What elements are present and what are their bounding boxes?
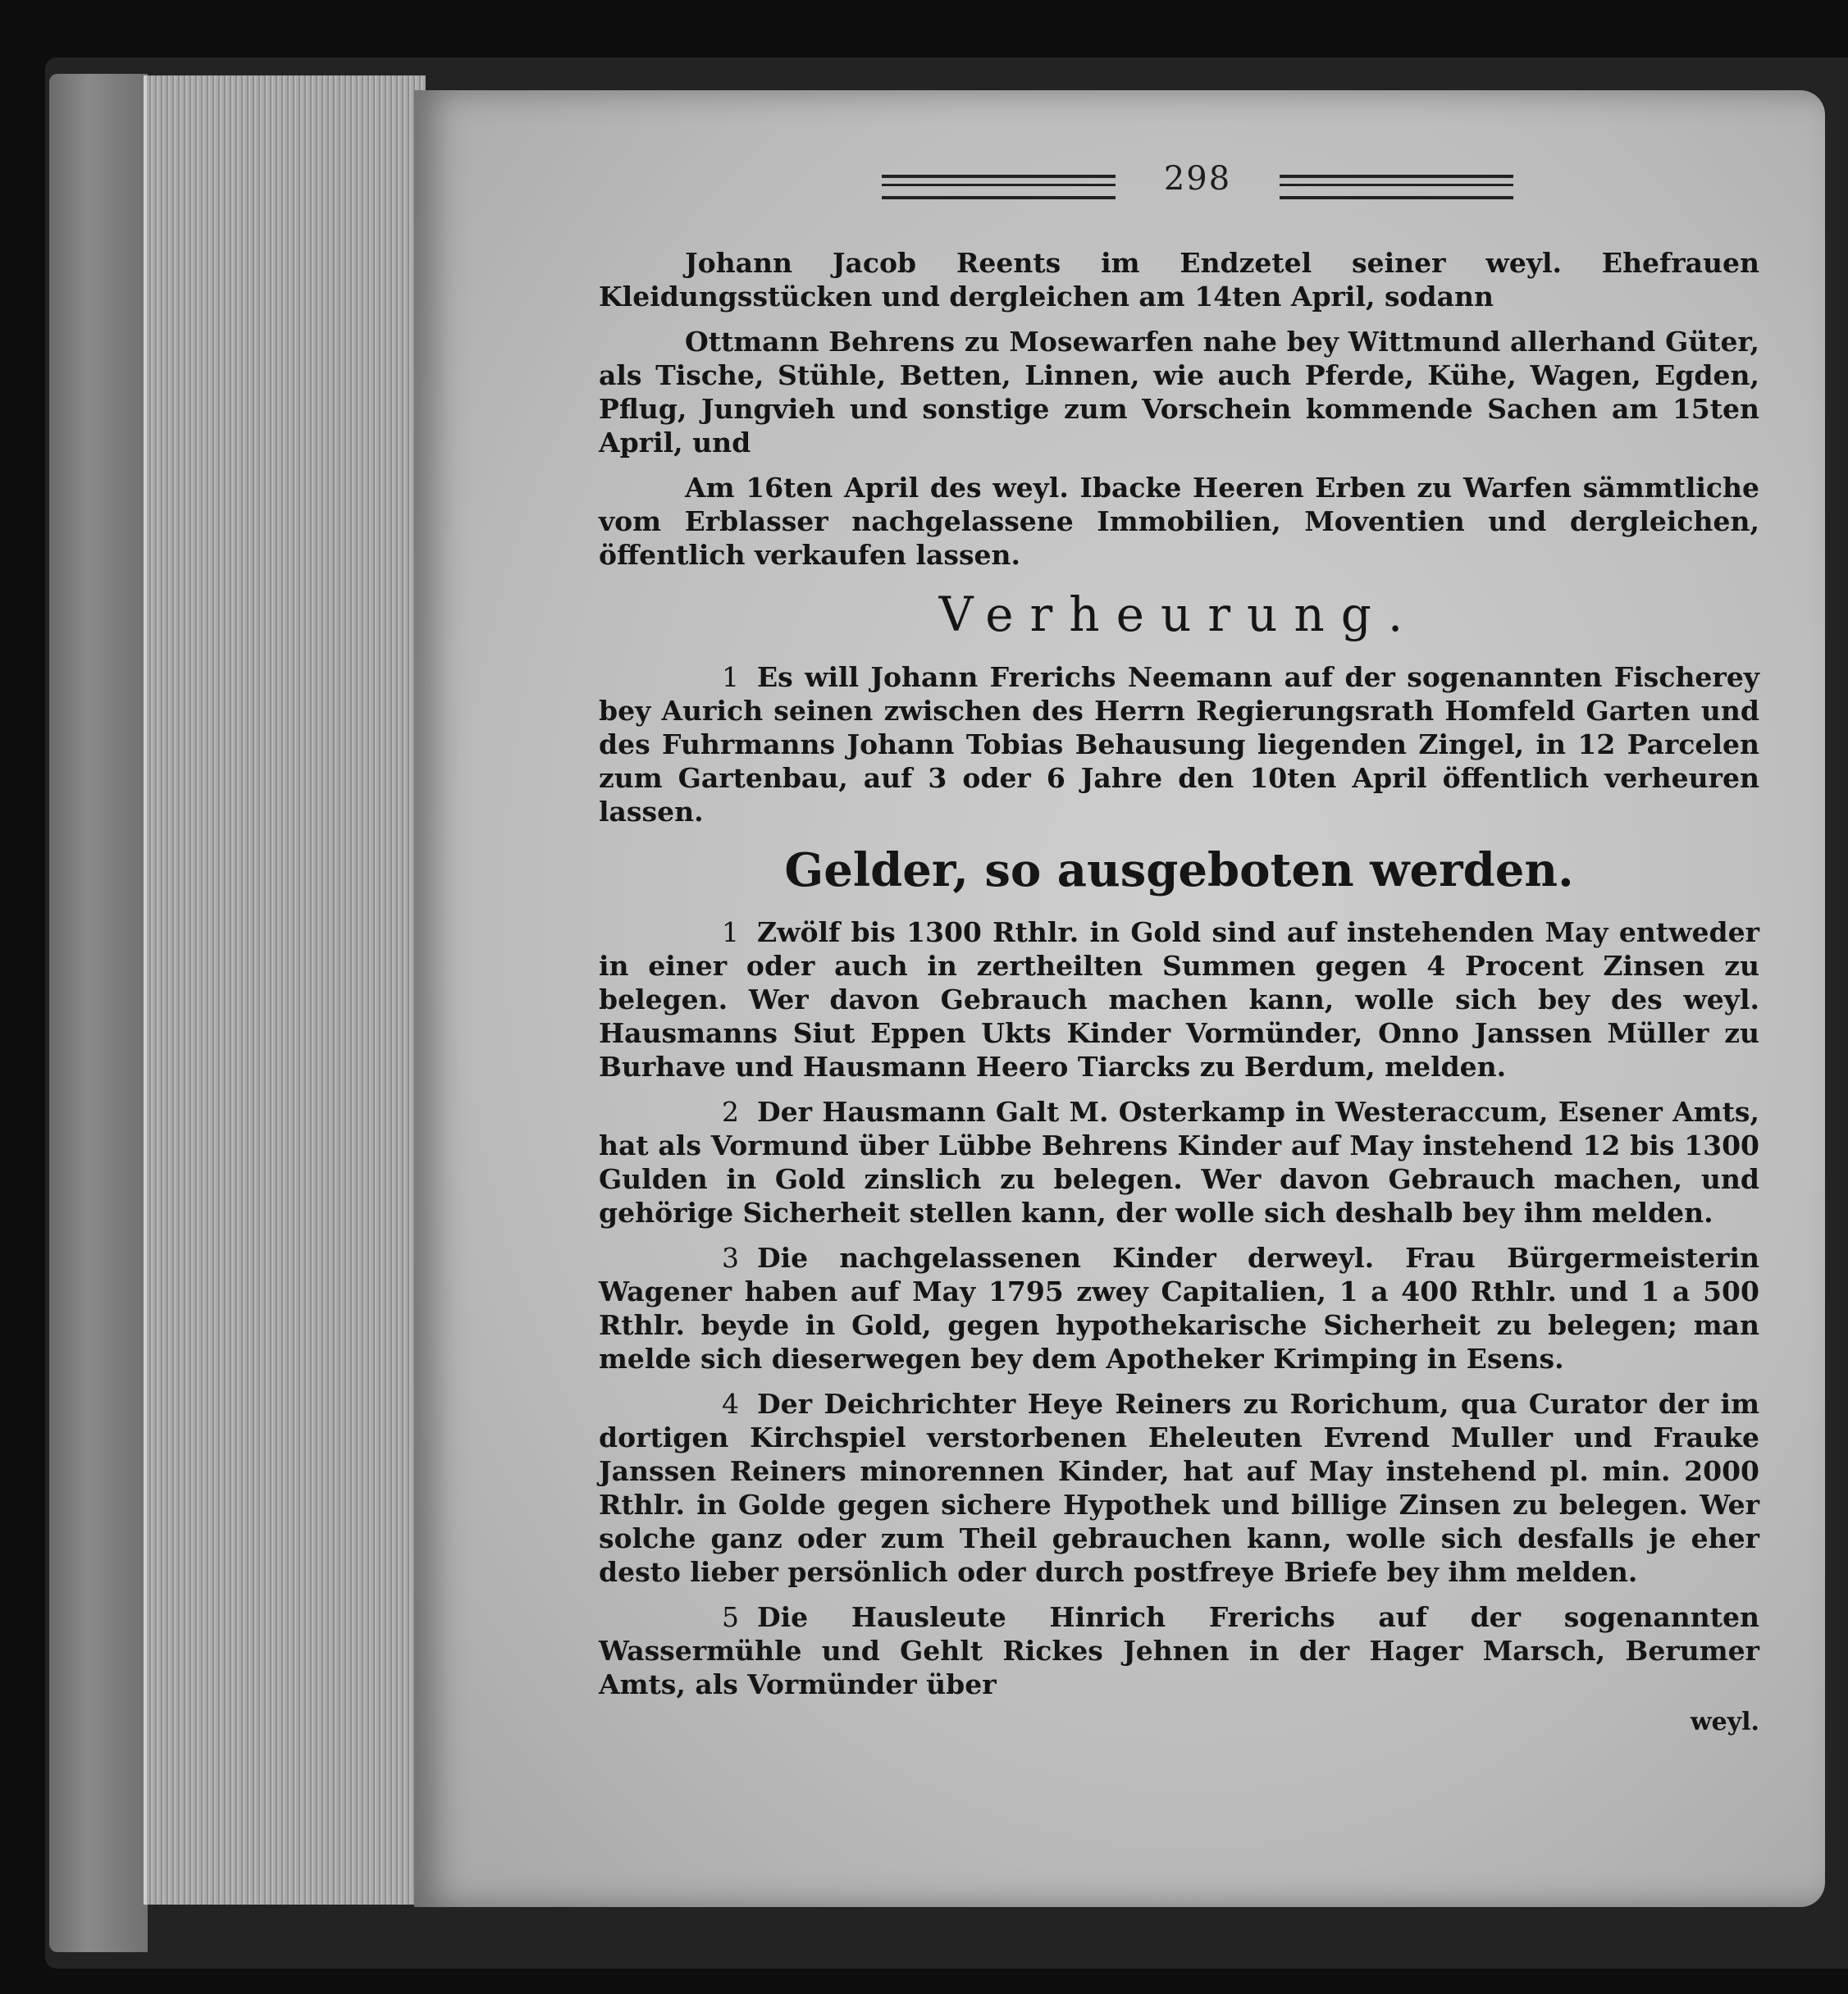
money-item-text: Der Deichrichter Heye Reiners zu Rorichum, qua Curator der im dortigen Kirchspiel verstorbenen Eheleuten Evrend Muller und Frauke Janssen Reiners minorennen Kinder, hat auf May instehend pl. min. 2000 Rthlr. in Golde gegen sichere Hypothek und billige Zinsen zu belegen. Wer solche ganz oder zum Theil gebrauchen kann, wolle sich desfalls je eher desto lieber persönlich oder durch postfreye Briefe bey ihm melden. <box>599 1388 1759 1588</box>
money-item <box>599 1387 1759 1589</box>
money-item-number: 4 <box>722 1388 739 1420</box>
money-item <box>599 915 1759 1084</box>
rent-item <box>599 660 1759 828</box>
money-item <box>599 1241 1759 1376</box>
page-number: 298 <box>1163 160 1232 198</box>
rent-item-number: 1 <box>722 661 739 693</box>
heading-gelder: Gelder, so ausgeboten werden. <box>784 843 1574 897</box>
paragraph-behrens: Ottmann Behrens zu Mosewarfen nahe bey Wittmund allerhand Güter, als Tische, Stühle, Betten, Linnen, wie auch Pferde, Kühe, Wagen, Egden, Pflug, Jungvieh und sonstige zum Vorschein kommende Sachen am 15ten April, und <box>599 326 1759 459</box>
money-item-number: 3 <box>722 1242 739 1274</box>
paragraph-heeren: Am 16ten April des weyl. Ibacke Heeren Erben zu Warfen sämmtliche vom Erblasser nachgelassene Immobilien, Moventien und dergleichen, öffentlich verkaufen lassen. <box>599 472 1759 571</box>
cover-edge <box>49 74 148 1952</box>
page-body <box>599 246 1759 1736</box>
money-item <box>599 1600 1759 1701</box>
money-item-text: Zwölf bis 1300 Rthlr. in Gold sind auf instehenden May entweder in einer oder auch in zertheilten Summen gegen 4 Procent Zinsen zu belegen. Wer davon Gebrauch machen kann, wolle sich bey des weyl. Hausmanns Siut Eppen Ukts Kinder Vormünder, Onno Janssen Müller zu Burhave und Hausmann Heero Tiarcks zu Berdum, melden. <box>599 916 1759 1083</box>
rent-item-text: Es will Johann Frerichs Neemann auf der sogenannten Fischerey bey Aurich seinen zwischen des Herrn Regierungsrath Homfeld Garten und des Fuhrmanns Johann Tobias Behausung liegenden Zingel, in 12 Parcelen zum Gartenbau, auf 3 oder 6 Jahre den 10ten April öffentlich verheuren lassen. <box>599 661 1759 828</box>
money-item-text: Der Hausmann Galt M. Osterkamp in Westeraccum, Esener Amts, hat als Vormund über Lübbe Behrens Kinder auf May instehend 12 bis 1300 Gulden in Gold zinslich zu belegen. Wer davon Gebrauch machen, und gehörige Sicherheit stellen kann, der wolle sich deshalb bey ihm melden. <box>599 1096 1759 1229</box>
paragraph-reents: Johann Jacob Reents im Endzetel seiner weyl. Ehefrauen Kleidungsstücken und dergleichen am 14ten April, sodann <box>599 247 1759 313</box>
header-rule-right <box>1280 175 1513 199</box>
money-item-text: Die Hausleute Hinrich Frerichs auf der sogenannten Wassermühle und Gehlt Rickes Jehnen in der Hager Marsch, Berumer Amts, als Vormünder über <box>599 1601 1759 1700</box>
page-stack-edges <box>144 75 426 1905</box>
money-item-number: 2 <box>722 1096 739 1128</box>
money-item-text: Die nachgelassenen Kinder derweyl. Frau Bürgermeisterin Wagener haben auf May 1795 zwey Capitalien, 1 a 400 Rthlr. und 1 a 500 Rthlr. beyde in Gold, gegen hypothekarische Sicherheit zu belegen; man melde sich dieserwegen bey dem Apotheker Krimping in Esens. <box>599 1242 1759 1375</box>
heading-verheurung: Verheurung. <box>938 586 1420 642</box>
catchword: weyl. <box>1690 1708 1759 1736</box>
money-item-number: 5 <box>722 1601 739 1633</box>
page-header <box>882 160 1513 209</box>
money-item <box>599 1095 1759 1230</box>
money-item-number: 1 <box>722 916 739 948</box>
